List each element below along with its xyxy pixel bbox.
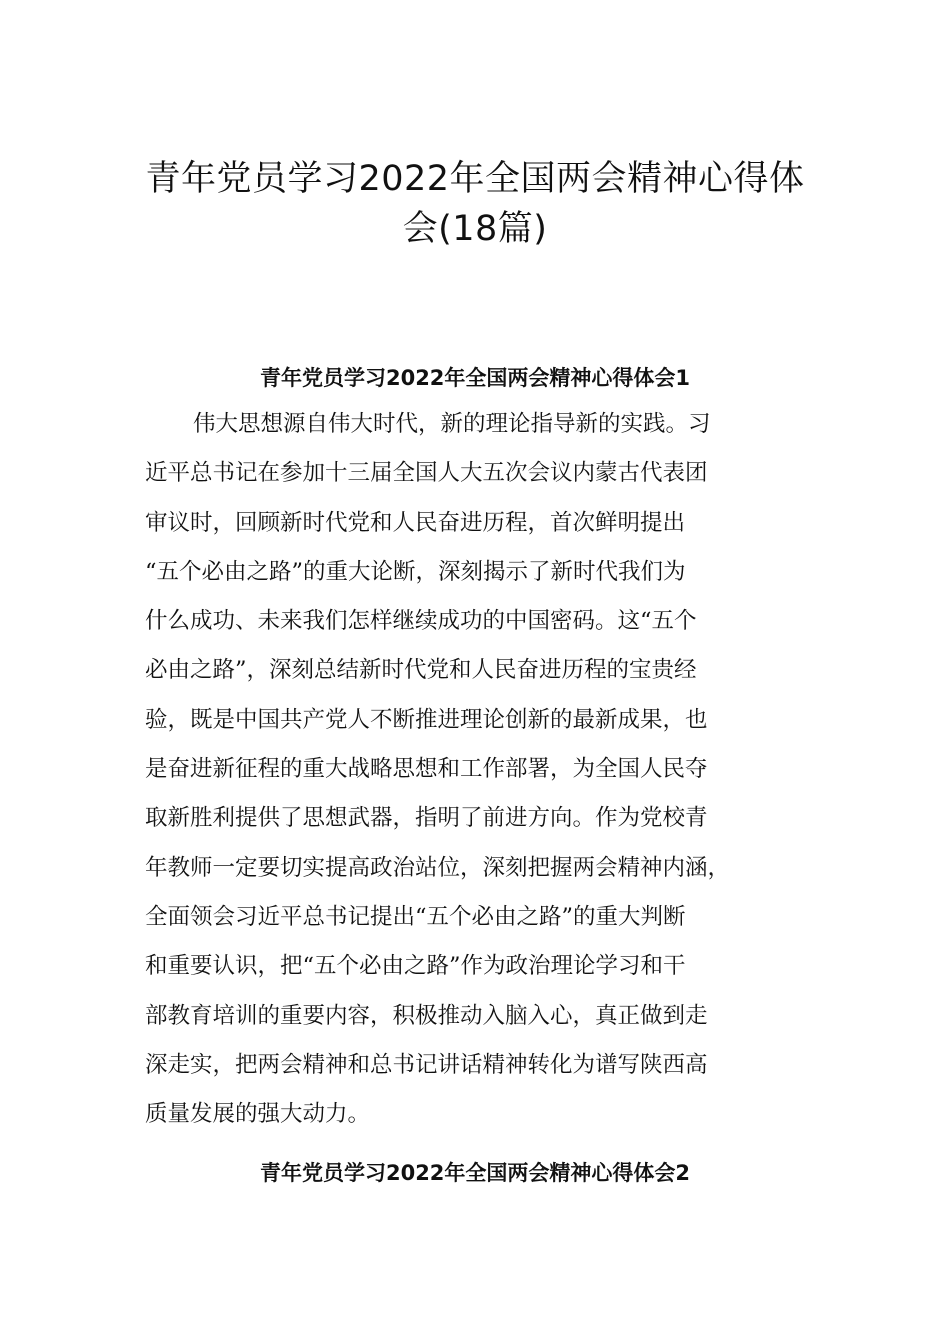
paragraph-line: 什么成功、未来我们怎样继续成功的中国密码。这“五个 — [145, 608, 697, 635]
paragraph-line: 近平总书记在参加十三届全国人大五次会议内蒙古代表团 — [145, 460, 708, 487]
paragraph-line: 是奋进新征程的重大战略思想和工作部署，为全国人民夺 — [145, 756, 708, 783]
paragraph-line: 全面领会习近平总书记提出“五个必由之路”的重大判断 — [145, 903, 686, 930]
paragraph-line: 伟大思想源自伟大时代，新的理论指导新的实践。习 — [193, 411, 711, 437]
document-title — [130, 154, 820, 254]
document-title-line: 会(18篇) — [402, 209, 548, 249]
paragraph-line: “五个必由之路”的重大论断，深刻揭示了新时代我们为 — [145, 558, 686, 585]
paragraph-line: 取新胜利提供了思想武器，指明了前进方向。作为党校青 — [145, 805, 708, 832]
section-heading: 青年党员学习2022年全国两会精神心得体会2 — [259, 1161, 691, 1185]
paragraph-line: 验，既是中国共产党人不断推进理论创新的最新成果，也 — [145, 706, 708, 733]
paragraph-line: 审议时，回顾新时代党和人民奋进历程，首次鲜明提出 — [145, 509, 686, 536]
paragraph-line: 必由之路”，深刻总结新时代党和人民奋进历程的宝贵经 — [145, 657, 697, 684]
paragraph-line: 深走实，把两会精神和总书记讲话精神转化为谱写陕西高 — [145, 1051, 708, 1078]
paragraph-line: 部教育培训的重要内容，积极推动入脑入心，真正做到走 — [145, 1002, 708, 1029]
paragraph-line: 质量发展的强大动力。 — [145, 1101, 371, 1128]
paragraph-line: 和重要认识，把“五个必由之路”作为政治理论学习和干 — [145, 953, 686, 980]
section-paragraph — [145, 408, 805, 1147]
paragraph-line: 年教师一定要切实提高政治站位，深刻把握两会精神内涵， — [145, 854, 731, 881]
section-heading: 青年党员学习2022年全国两会精神心得体会1 — [259, 366, 691, 390]
document-title-line: 青年党员学习2022年全国两会精神心得体 — [145, 159, 805, 199]
